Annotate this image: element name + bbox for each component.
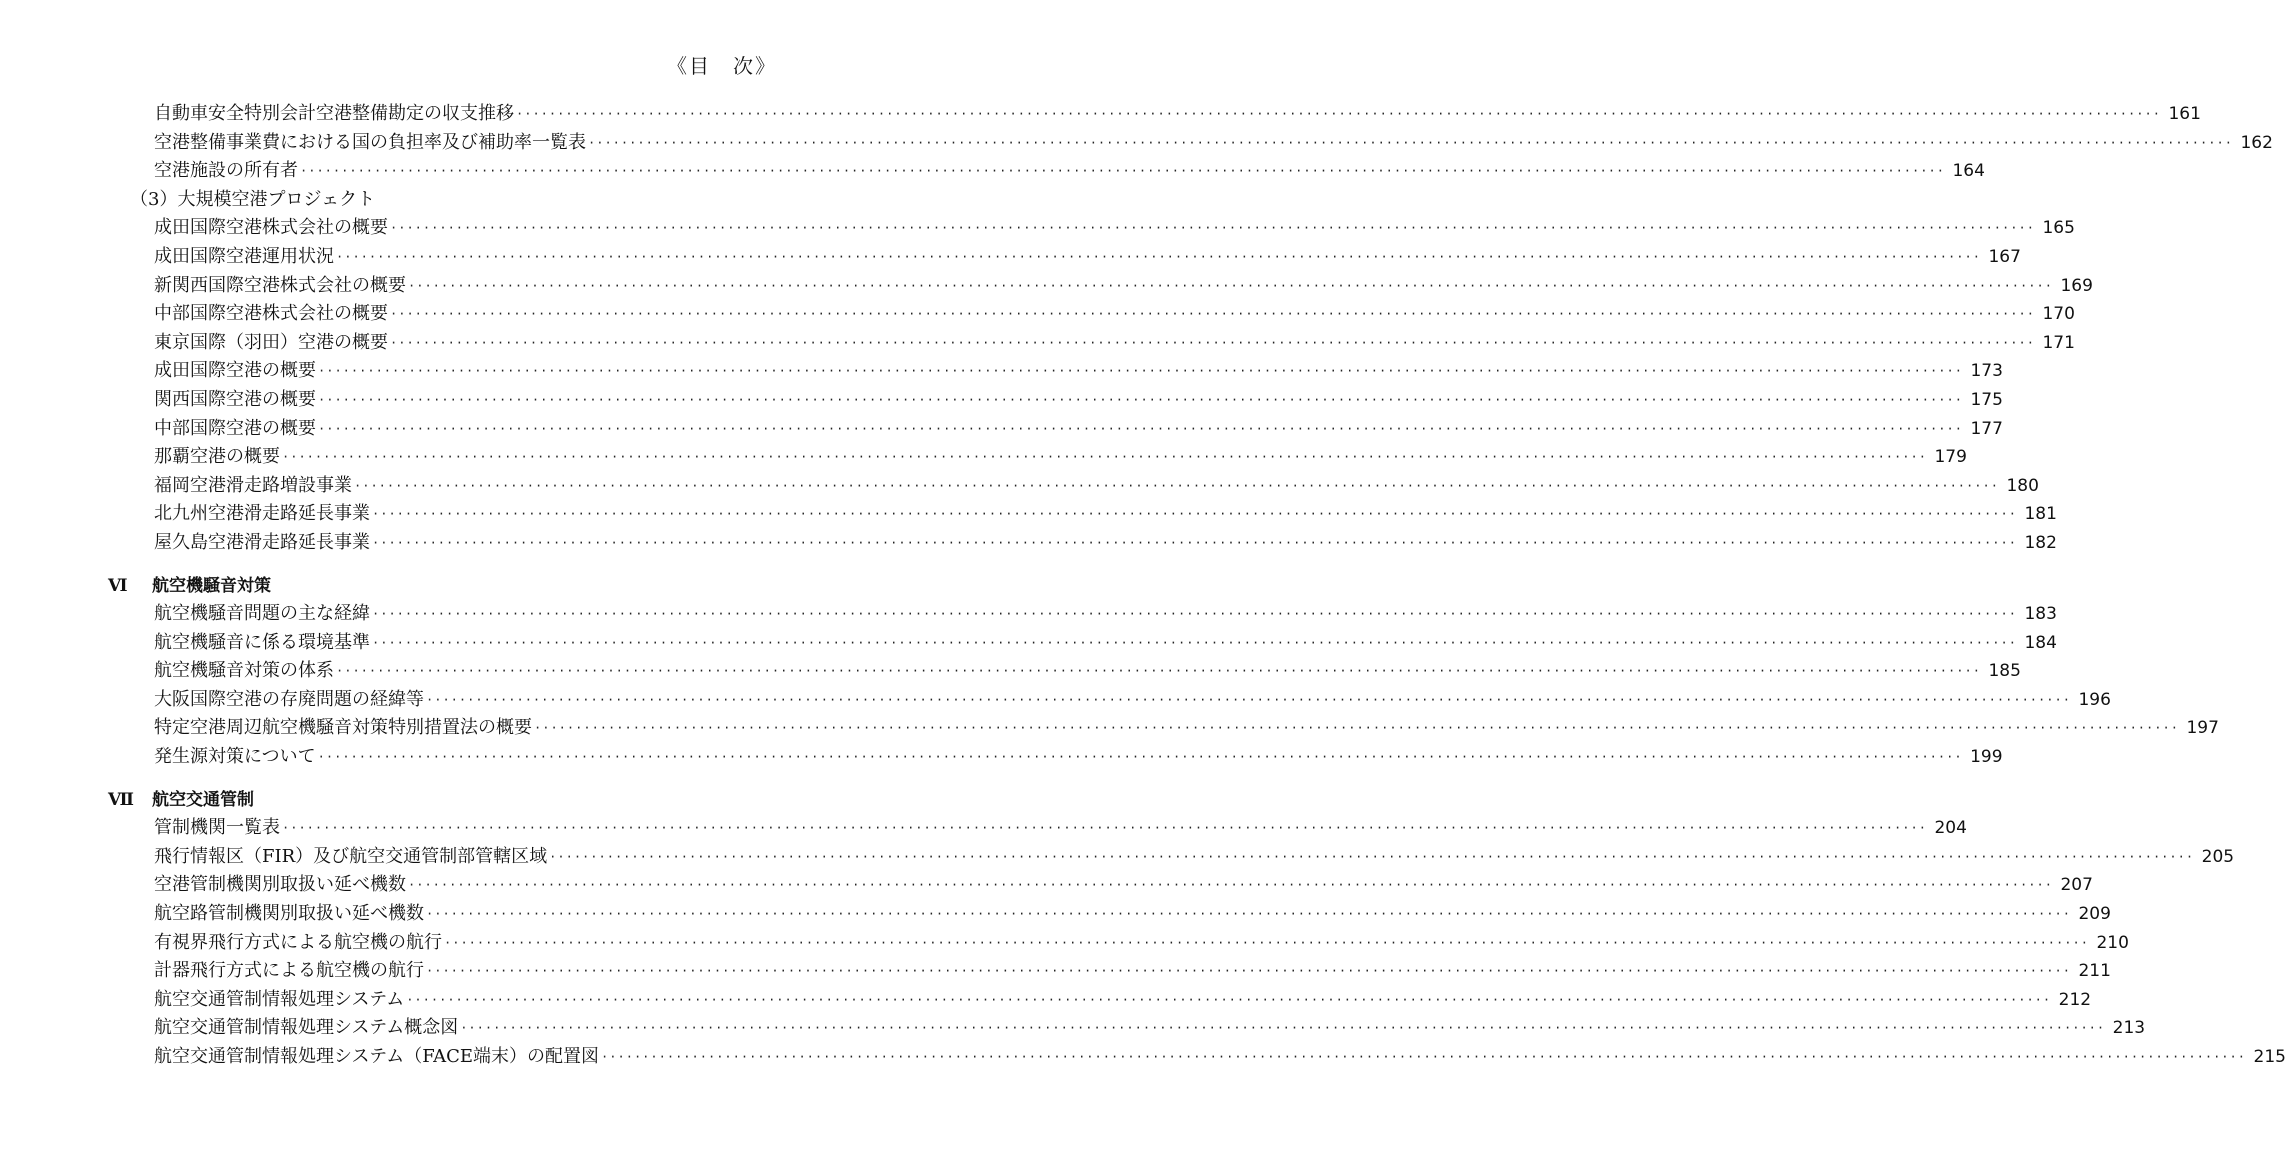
toc-entry [154, 157, 1985, 186]
toc-entry [154, 743, 2003, 772]
toc-entry-page-number: 161 [2168, 104, 2201, 124]
section-title: 航空機騒音対策 [152, 575, 271, 596]
toc-entry [154, 900, 2111, 929]
toc-entry-page-number: 199 [1970, 747, 2003, 768]
toc-entry [154, 871, 2093, 900]
toc-entry-label: 自動車安全特別会計空港整備勘定の収支推移 [154, 103, 514, 124]
toc-entry-page-number: 207 [2060, 875, 2093, 896]
toc-entry [154, 500, 2057, 529]
toc-entry-label: 管制機関一覧表 [154, 817, 280, 839]
dot-leader: ········································································································································································································ [318, 364, 1963, 379]
toc-entry-page-number: 180 [2006, 475, 2039, 496]
toc-entry [154, 629, 2057, 658]
toc-entry-page-number: 184 [2024, 632, 2057, 653]
dot-leader: ········································································································································································································ [444, 935, 2089, 950]
dot-leader: ········································································································································································································ [426, 907, 2071, 922]
toc-entry [154, 529, 2057, 558]
dot-leader: ········································································································································································································ [426, 964, 2071, 979]
subsection-heading: （3）大規模空港プロジェクト [130, 188, 376, 210]
toc-entry [154, 843, 2235, 872]
toc-entry-label: 成田国際空港の概要 [154, 360, 316, 382]
toc-entry-label: 空港施設の所有者 [154, 160, 298, 182]
toc-entry-page-number: 185 [1988, 661, 2021, 682]
toc-entry-page-number: 173 [1970, 361, 2003, 382]
dot-leader: ········································································································································································································ [588, 135, 2233, 150]
toc-entry-page-number: 196 [2078, 689, 2111, 710]
dot-leader: ········································································································································································································ [282, 821, 1927, 836]
toc-entry-label: 飛行情報区（FIR）及び航空交通管制部管轄区域 [154, 845, 548, 867]
dot-leader: ········································································································································································································ [318, 392, 1963, 407]
dot-leader: ········································································································································································································ [372, 535, 2017, 550]
toc-entry-label: 東京国際（羽田）空港の概要 [154, 331, 388, 353]
dot-leader: ········································································································································································································ [516, 107, 2161, 121]
dot-leader: ········································································································································································································ [549, 849, 2195, 864]
dot-leader: ········································································································································································································ [408, 878, 2053, 893]
toc-entry-label: 北九州空港滑走路延長事業 [154, 503, 370, 525]
toc-entry-label: 航空機騒音問題の主な経緯 [154, 603, 370, 625]
toc-entry-page-number: 167 [1988, 246, 2021, 267]
toc-entry-page-number: 179 [1934, 447, 1967, 468]
toc-entry [154, 714, 2219, 743]
toc-entry [154, 272, 2093, 301]
toc-entry [154, 243, 2021, 272]
dot-leader: ········································································································································································································ [372, 607, 2017, 622]
toc-entry-label: 屋久島空港滑走路延長事業 [154, 531, 370, 553]
toc-entry-page-number: 210 [2096, 932, 2129, 953]
section-title: 航空交通管制 [152, 789, 254, 810]
toc-block-1 [0, 100, 2273, 186]
toc-entry-label: 新関西国際空港株式会社の概要 [154, 274, 406, 296]
toc-entry [154, 100, 2201, 129]
dot-leader: ········································································································································································································ [390, 221, 2035, 236]
toc-entry [154, 986, 2092, 1015]
toc-entry [154, 329, 2075, 358]
toc-entry-label: 成田国際空港運用状況 [154, 245, 334, 267]
dot-leader: ········································································································································································································ [372, 507, 2017, 522]
toc-entry-label: 福岡空港滑走路増設事業 [154, 474, 352, 496]
toc-entry [154, 1014, 2146, 1043]
toc-entry [154, 657, 2021, 686]
toc-entry-page-number: 204 [1934, 818, 1967, 839]
dot-leader: ········································································································································································································ [317, 750, 1963, 765]
dot-leader: ········································································································································································································ [300, 164, 1945, 179]
dot-leader: ········································································································································································································ [354, 478, 1999, 493]
section-heading-7 [108, 786, 827, 815]
dot-leader: ········································································································································································································ [534, 721, 2179, 736]
toc-entry [154, 600, 2057, 629]
toc-entry-page-number: 182 [2024, 532, 2057, 553]
section-number: Ⅵ [108, 575, 128, 596]
dot-leader: ········································································································································································································ [318, 421, 1963, 436]
toc-entry-page-number: 170 [2042, 304, 2075, 325]
toc-entry [154, 415, 2003, 444]
toc-entry-page-number: 215 [2253, 1047, 2286, 1067]
toc-entry-label: 航空交通管制情報処理システム概念図 [154, 1017, 459, 1039]
toc-entry-label: 計器飛行方式による航空機の航行 [154, 960, 424, 982]
toc-entry-page-number: 209 [2078, 904, 2111, 925]
toc-entry [154, 357, 2003, 386]
toc-entry [154, 443, 1967, 472]
toc-entry [154, 214, 2075, 243]
toc-title: 《目 次》 [667, 54, 777, 78]
dot-leader: ········································································································································································································ [460, 1021, 2106, 1036]
toc-entry [154, 929, 2129, 958]
toc-content [0, 100, 2286, 1072]
toc-entry-label: 発生源対策について [154, 746, 316, 768]
section-number: Ⅶ [108, 789, 134, 810]
dot-leader: ········································································································································································································ [390, 335, 2035, 350]
toc-entry-label: 中部国際空港株式会社の概要 [154, 303, 388, 325]
dot-leader: ········································································································································································································ [426, 692, 2071, 707]
toc-entry-page-number: 169 [2060, 275, 2093, 296]
toc-entry-page-number: 175 [1970, 389, 2003, 410]
toc-entry-page-number: 162 [2240, 132, 2273, 153]
toc-entry-page-number: 205 [2201, 846, 2235, 867]
toc-entry [154, 300, 2075, 329]
toc-block-section-6 [0, 600, 2219, 772]
toc-entry-label: 航空交通管制情報処理システム [154, 988, 405, 1010]
toc-entry-page-number: 213 [2112, 1018, 2146, 1039]
toc-entry-page-number: 177 [1970, 418, 2003, 439]
toc-entry-page-number: 164 [1952, 161, 1985, 182]
dot-leader: ········································································································································································································ [406, 992, 2052, 1007]
toc-entry-label: 有視界飛行方式による航空機の航行 [154, 931, 442, 953]
toc-entry-label: 空港整備事業費における国の負担率及び補助率一覧表 [154, 131, 586, 153]
toc-entry-label: 航空機騒音に係る環境基準 [154, 631, 370, 653]
toc-entry-page-number: 197 [2186, 718, 2219, 739]
dot-leader: ········································································································································································································ [372, 635, 2017, 650]
dot-leader: ········································································································································································································ [601, 1050, 2246, 1064]
toc-block-2 [0, 214, 2093, 557]
toc-entry [154, 1043, 2286, 1072]
toc-entry-page-number: 171 [2042, 332, 2075, 353]
toc-entry-label: 関西国際空港の概要 [154, 388, 316, 410]
toc-entry-page-number: 211 [2078, 961, 2111, 982]
section-heading-6 [108, 572, 827, 601]
toc-entry-label: 那覇空港の概要 [154, 446, 280, 468]
toc-entry-label: 成田国際空港株式会社の概要 [154, 217, 388, 239]
toc-entry-label: 航空機騒音対策の体系 [154, 660, 334, 682]
toc-entry-label: 空港管制機関別取扱い延べ機数 [154, 874, 406, 896]
toc-entry-label: 中部国際空港の概要 [154, 417, 316, 439]
toc-entry-page-number: 183 [2024, 604, 2057, 625]
toc-entry-page-number: 181 [2024, 504, 2057, 525]
toc-block-section-7 [0, 814, 2286, 1071]
dot-leader: ········································································································································································································ [336, 249, 1981, 264]
toc-entry [154, 957, 2111, 986]
toc-entry [154, 386, 2003, 415]
toc-entry-page-number: 212 [2058, 989, 2092, 1010]
toc-entry-label: 航空交通管制情報処理システム（FACE端末）の配置図 [154, 1046, 600, 1067]
toc-entry [154, 129, 2273, 158]
toc-entry-label: 特定空港周辺航空機騒音対策特別措置法の概要 [154, 717, 532, 739]
dot-leader: ········································································································································································································ [408, 278, 2053, 293]
toc-entry-label: 大阪国際空港の存廃問題の経緯等 [154, 688, 424, 710]
toc-entry-label: 航空路管制機関別取扱い延べ機数 [154, 903, 424, 925]
toc-entry [154, 686, 2111, 715]
toc-entry [154, 814, 1967, 843]
dot-leader: ········································································································································································································ [282, 450, 1927, 465]
dot-leader: ········································································································································································································ [336, 664, 1981, 679]
dot-leader: ········································································································································································································ [390, 307, 2035, 322]
toc-entry [154, 472, 2039, 501]
toc-entry-page-number: 165 [2042, 218, 2075, 239]
